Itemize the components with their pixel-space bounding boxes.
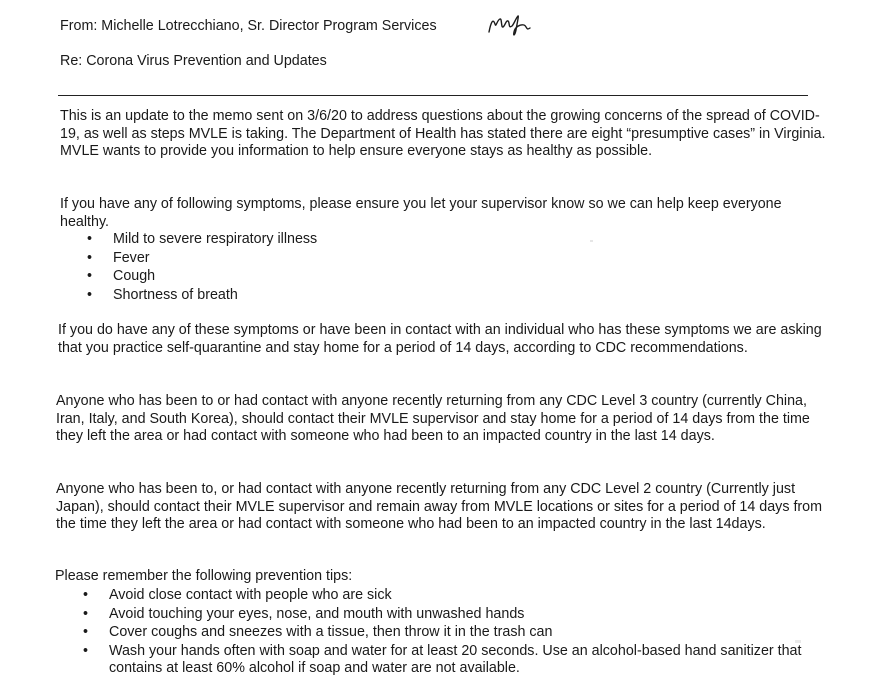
self-quarantine-paragraph: If you do have any of these symptoms or have been in contact with an individual who has these symptoms we are asking that you practice self-quarantine and stay home for a period of 14 days, according to CDC recommendations. (58, 322, 822, 356)
bullet-icon: • (83, 605, 89, 622)
list-item: • Avoid close contact with people who are sick (83, 587, 392, 603)
signature-initials (486, 10, 534, 40)
level3-paragraph: Anyone who has been to or had contact with anyone recently returning from any CDC Level 3 country (currently China, Iran, Italy, and South Korea), should contact their MVLE supervisor and stay home for a period of 14 days from the time they left the area or had contact with someone who had been to an impacted country in the last 14 days. (56, 393, 810, 445)
list-item: • Shortness of breath (87, 286, 238, 303)
bullet-icon: • (87, 231, 93, 247)
memo-from-line: From: Michelle Lotrecchiano, Sr. Director Program Services (60, 18, 437, 34)
prevention-intro: Please remember the following prevention tips: (55, 568, 353, 584)
symptoms-paragraph: If you have any of following symptoms, please ensure you let your supervisor know so we can help keep everyone healthy. (60, 196, 782, 230)
header-divider (58, 95, 808, 96)
level2-paragraph: Anyone who has been to, or had contact with anyone recently returning from any CDC Level 2 country (Currently just Japan), should contact their MVLE supervisor and remain away from MVLE locations or sites for a period of 14 days from the time they left the area or had contact with someone who had been to an impacted country in the last 14days. (56, 481, 823, 533)
list-item: • Fever (87, 249, 150, 266)
list-item: • Avoid touching your eyes, nose, and mouth with unwashed hands (83, 605, 525, 622)
memo-subject-line: Re: Corona Virus Prevention and Updates (60, 53, 327, 69)
bullet-icon: • (87, 249, 93, 266)
intro-paragraph: This is an update to the memo sent on 3/6/20 to address questions about the growing concerns of the spread of COVID-19, as well as steps MVLE is taking. The Department of Health has stated there are eight “presumptive cases” in Virginia. MVLE wants to provide you information to help ensure everyone stays as healthy as possible. (60, 108, 826, 160)
bullet-icon: • (83, 624, 89, 640)
list-item: • Wash your hands often with soap and water for at least 20 seconds. Use an alcohol-based hand sanitizer that contains at least 60% alcohol if soap and water are not available. (83, 642, 802, 675)
bullet-icon: • (83, 587, 89, 603)
scan-speck (590, 240, 593, 242)
list-item: • Mild to severe respiratory illness (87, 231, 318, 247)
bullet-icon: • (87, 268, 93, 284)
scan-speck (795, 640, 801, 643)
prevention-tips-list (83, 587, 843, 675)
symptoms-list (87, 231, 317, 305)
list-item: • Cover coughs and sneezes with a tissue, then throw it in the trash can (83, 624, 553, 640)
bullet-icon: • (83, 642, 89, 659)
bullet-icon: • (87, 286, 93, 303)
list-item: • Cough (87, 268, 156, 284)
